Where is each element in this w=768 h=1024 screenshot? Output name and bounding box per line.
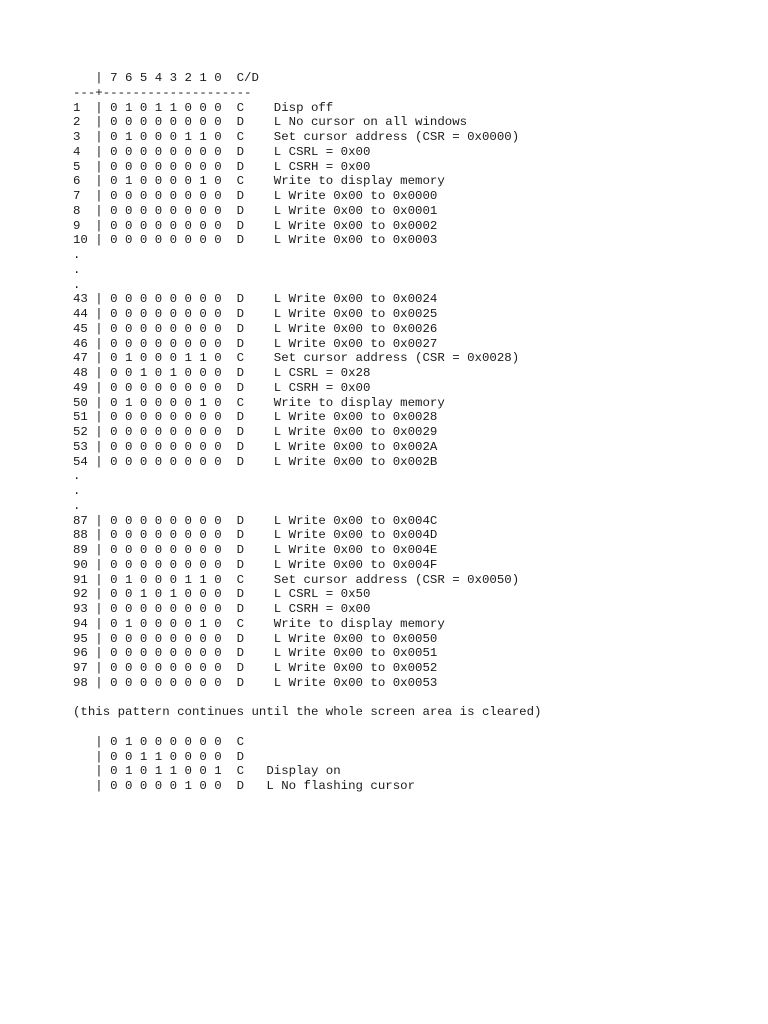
text-line: 44 | 0 0 0 0 0 0 0 0 D L Write 0x00 to 0x0025 <box>73 307 438 321</box>
text-line: 1 | 0 1 0 1 1 0 0 0 C Disp off <box>73 100 334 115</box>
text-line: 87 | 0 0 0 0 0 0 0 0 D L Write 0x00 to 0x004C <box>73 513 438 528</box>
text-line: 91 | 0 1 0 0 0 1 1 0 C Set cursor address (CSR = 0x0050) <box>73 572 520 587</box>
text-line: 95 | 0 0 0 0 0 0 0 0 D L Write 0x00 to 0x0050 <box>73 631 438 646</box>
text-line: . <box>73 277 81 292</box>
text-line: 97 | 0 0 0 0 0 0 0 0 D L Write 0x00 to 0x0052 <box>73 661 438 675</box>
text-line: 2 | 0 0 0 0 0 0 0 0 D L No cursor on all windows <box>73 115 468 130</box>
text-line: 45 | 0 0 0 0 0 0 0 0 D L Write 0x00 to 0x0026 <box>73 321 438 336</box>
text-line: . <box>73 262 81 277</box>
text-line: 53 | 0 0 0 0 0 0 0 0 D L Write 0x00 to 0x002A <box>73 439 438 454</box>
text-line: 5 | 0 0 0 0 0 0 0 0 D L CSRH = 0x00 <box>73 159 371 174</box>
text-line: . <box>73 498 81 513</box>
text-line: (this pattern continues until the whole screen area is cleared) <box>73 705 542 720</box>
text-line: 54 | 0 0 0 0 0 0 0 0 D L Write 0x00 to 0x002B <box>73 454 438 469</box>
text-line: 46 | 0 0 0 0 0 0 0 0 D L Write 0x00 to 0x0027 <box>73 336 438 351</box>
text-line: | 0 0 0 0 0 1 0 0 D L No flashing cursor <box>73 779 416 793</box>
text-line: . <box>73 248 81 262</box>
text-line: | 0 1 0 1 1 0 0 1 C Display on <box>73 764 341 779</box>
text-line: 93 | 0 0 0 0 0 0 0 0 D L CSRH = 0x00 <box>73 602 371 616</box>
text-line: 3 | 0 1 0 0 0 1 1 0 C Set cursor address (CSR = 0x0000) <box>73 130 520 144</box>
text-line: 50 | 0 1 0 0 0 0 1 0 C Write to display memory <box>73 395 445 410</box>
command-sequence-listing <box>73 71 541 794</box>
text-line: | 0 0 1 1 0 0 0 0 D <box>73 749 245 764</box>
text-line: 4 | 0 0 0 0 0 0 0 0 D L CSRL = 0x00 <box>73 144 371 159</box>
text-line: . <box>73 484 81 498</box>
text-line: ---+-------------------- <box>73 85 252 100</box>
text-line: | 7 6 5 4 3 2 1 0 C/D <box>73 71 259 85</box>
text-line: | 0 1 0 0 0 0 0 0 C <box>73 734 245 749</box>
text-line: 7 | 0 0 0 0 0 0 0 0 D L Write 0x00 to 0x0000 <box>73 189 438 203</box>
text-line: 52 | 0 0 0 0 0 0 0 0 D L Write 0x00 to 0x0029 <box>73 425 438 439</box>
text-line: 48 | 0 0 1 0 1 0 0 0 D L CSRL = 0x28 <box>73 366 371 380</box>
text-line: 89 | 0 0 0 0 0 0 0 0 D L Write 0x00 to 0x004E <box>73 543 438 557</box>
text-line: . <box>73 469 81 484</box>
text-line: 49 | 0 0 0 0 0 0 0 0 D L CSRH = 0x00 <box>73 380 371 395</box>
text-line: 51 | 0 0 0 0 0 0 0 0 D L Write 0x00 to 0x0028 <box>73 410 438 425</box>
text-line <box>73 691 541 706</box>
text-line: 92 | 0 0 1 0 1 0 0 0 D L CSRL = 0x50 <box>73 587 371 602</box>
text-line: 9 | 0 0 0 0 0 0 0 0 D L Write 0x00 to 0x0002 <box>73 218 438 233</box>
text-line: 10 | 0 0 0 0 0 0 0 0 D L Write 0x00 to 0x0003 <box>73 233 438 248</box>
text-line: 88 | 0 0 0 0 0 0 0 0 D L Write 0x00 to 0x004D <box>73 528 438 543</box>
text-line: 6 | 0 1 0 0 0 0 1 0 C Write to display memory <box>73 174 445 189</box>
text-line: 98 | 0 0 0 0 0 0 0 0 D L Write 0x00 to 0x0053 <box>73 675 438 690</box>
text-line: 8 | 0 0 0 0 0 0 0 0 D L Write 0x00 to 0x0001 <box>73 203 438 218</box>
text-line: 47 | 0 1 0 0 0 1 1 0 C Set cursor address (CSR = 0x0028) <box>73 351 520 366</box>
text-line: 43 | 0 0 0 0 0 0 0 0 D L Write 0x00 to 0x0024 <box>73 292 438 307</box>
text-line: 96 | 0 0 0 0 0 0 0 0 D L Write 0x00 to 0x0051 <box>73 646 438 661</box>
text-line: 94 | 0 1 0 0 0 0 1 0 C Write to display memory <box>73 616 445 631</box>
text-line <box>73 720 541 735</box>
text-line: 90 | 0 0 0 0 0 0 0 0 D L Write 0x00 to 0x004F <box>73 557 438 572</box>
